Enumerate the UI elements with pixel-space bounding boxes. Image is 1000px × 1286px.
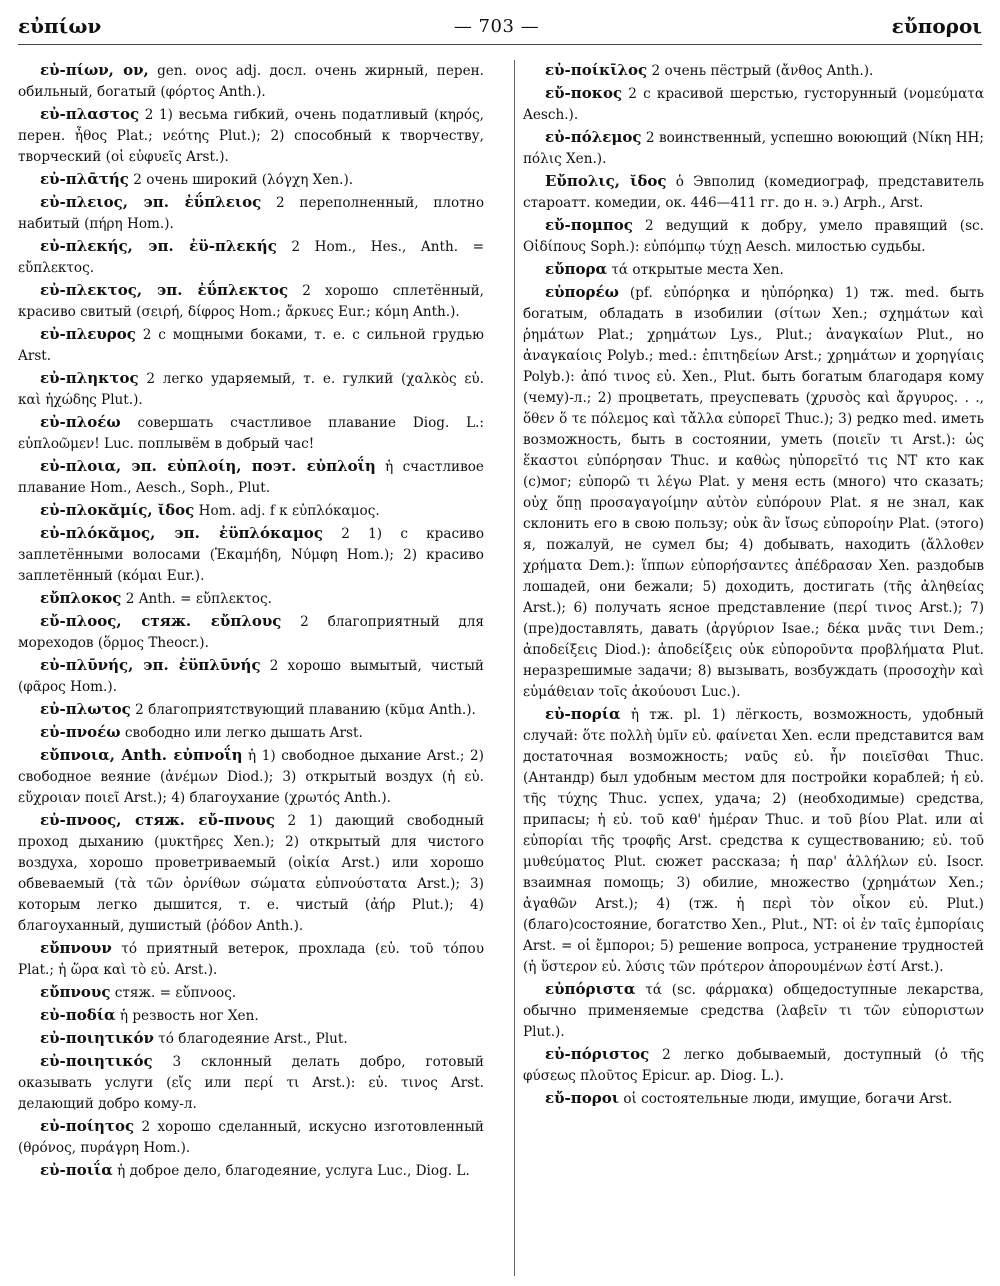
dictionary-entry (18, 1028, 484, 1050)
entry-headword: Εὔπολις, ῐδος (545, 172, 667, 190)
entry-headword: εὐ-πληκτος (40, 369, 139, 387)
entry-definition: 2 благоприятный для мореходов (ὅρμος Theocr.). (18, 614, 484, 651)
entry-headword: εὐ-ποιητικός (40, 1052, 153, 1070)
dictionary-entry (18, 722, 484, 744)
entry-headword: εὐ-ποιητικόν (40, 1029, 154, 1047)
entry-definition: τό приятный ветерок, прохлада (εὐ. τοῦ τόπου Plat.; ἡ ὥρα καὶ τὸ εὐ. Arst.). (18, 941, 484, 978)
dictionary-entry (18, 236, 484, 279)
dictionary-entry (18, 523, 484, 587)
entry-headword: εὐ-πλαστος (40, 105, 140, 123)
dictionary-entry (18, 169, 484, 191)
dictionary-entry (523, 83, 984, 126)
entry-definition: 2 ведущий к добру, умело правящий (sc. Οἰδίπους Soph.): εὐπόμπῳ τύχῃ Aesch. милостью судьбы. (523, 218, 984, 255)
dictionary-entry (18, 192, 484, 235)
entry-headword: εὐ-πλεκής, эп. ἐϋ-πλεκής (40, 237, 277, 255)
dictionary-entry (523, 704, 984, 978)
entry-definition: стяж. = εὔπνοος. (114, 985, 237, 1001)
entry-headword: εὐ-πλεκτος, эп. ἐΰπλεκτος (40, 281, 289, 299)
entry-definition: ἡ тж. pl. 1) лёгкость, возможность, удобный случай: ὅτε πολλὴ ὑμῖν εὐ. φαίνεται Xen. если представится вам достаточная возможность; ναῦς εὐ. ἦν ποιεῖσθαι Thuc. (Антандр) был удобным местом для постройки кораблей; ἡ εὐ. τῆς τύχης Thuc. успех, удача; 2) (необходимые) средства, припасы; ἡ εὐ. τοῦ καθ' ἡμέραν Thuc. и τοῦ βίου Plat. или αἱ εὐπορίαι τῆς τροφῆς Arst. средства к существованию; εὐ. τοῦ μυθεύματος Plut. сюжет рассказа; ἡ παρ' ἀλλήλων εὐ. Isocr. взаимная помощь; 3) обилие, множество (χρημάτων Xen.; ἀγαθῶν Arst.); 4) (тж. ἡ περὶ τὸν οἶκον εὐ. Plut.) (благо)состояние, богатство Xen., Plut., NT: οἱ ἐν ταῖς ἐμπορίαις Arst. = οἱ ἔμποροι; 5) решение вопроса, устранение трудностей (ἡ ὕστερον εὐ. λύσις τῶν πρότερον ἀπορουμένων ἐστί Arst.). (523, 707, 984, 975)
dictionary-entry (18, 412, 484, 455)
entry-definition: 3 склонный делать добро, готовый оказывать услуги (εἴς или περί τι Arst.): εὐ. τινος Arst. делающий добро кому-л. (18, 1054, 484, 1112)
entry-definition: свободно или легко дышать Arst. (124, 725, 363, 741)
dictionary-entry (523, 979, 984, 1043)
dictionary-entry (18, 456, 484, 499)
entry-definition: 2 хорошо вымытый, чистый (φᾶρος Hom.). (18, 658, 484, 695)
entry-definition: ἡ счастливое плавание Hom., Aesch., Soph., Plut. (18, 459, 484, 496)
entry-definition: 2 легко ударяемый, т. е. гулкий (χαλκὸς εὐ. καὶ ἠχώδης Plut.). (18, 371, 484, 408)
entry-headword: εὔπνους (40, 983, 111, 1001)
entry-definition: 2 благоприятствующий плаванию (κῦμα Anth.). (135, 702, 476, 718)
page-header (18, 8, 982, 45)
entry-headword: εὔ-πομπος (545, 216, 633, 234)
entry-headword: εὐ-πλᾱτής (40, 170, 129, 188)
entry-definition: 2 очень пёстрый (ἄνθος Anth.). (651, 63, 874, 79)
entry-headword: εὐ-ποιΐα (40, 1161, 113, 1179)
entry-definition: ἡ 1) свободное дыхание Arst.; 2) свободное веяние (ἀνέμων Diod.); 3) открытый воздух (ἡ εὐ. εὔχροιαν ποιεῖ Arst.); 4) благоухание (χρωτός Anth.). (18, 748, 484, 806)
entry-headword: εὐ-πορία (545, 705, 621, 723)
dictionary-entry (523, 1088, 984, 1110)
entry-headword: εὐ-πνοος, стяж. εὔ-πνους (40, 811, 275, 829)
entry-headword: εὐ-πόλεμος (545, 128, 642, 146)
entry-definition: 2 воинственный, успешно воюющий (Νίκη HH; πόλις Xen.). (523, 130, 984, 167)
page-number: — 703 — (453, 15, 540, 37)
dictionary-entry (18, 655, 484, 698)
dictionary-entry (523, 259, 984, 281)
entry-headword: εὐ-πλοκᾰμίς, ῐδος (40, 501, 195, 519)
dictionary-entry (523, 1044, 984, 1087)
entry-headword: εὐ-πλευρος (40, 325, 136, 343)
entry-definition: 2 с мощными боками, т. е. с сильной грудью Arst. (18, 327, 484, 364)
dictionary-entry (18, 938, 484, 981)
entry-definition: ἡ доброе дело, благодеяние, услуга Luc., Diog. L. (117, 1163, 470, 1179)
dictionary-entry (18, 60, 484, 103)
entry-headword: εὐ-πλοια, эп. εὐπλοίη, поэт. εὐπλοΐη (40, 457, 376, 475)
entry-headword: εὔ-ποκος (545, 84, 623, 102)
entry-definition: совершать счастливое плавание Diog. L.: εὐπλοῶμεν! Luc. поплывём в добрый час! (18, 415, 484, 452)
entry-headword: εὔ-πλοος, стяж. εὔπλους (40, 612, 282, 630)
entry-definition: 2 легко добываемый, доступный (ὁ τῆς φύσεως πλοῦτος Epicur. ap. Diog. L.). (523, 1047, 984, 1084)
entry-headword: εὔπνοια, Anth. εὐπνοΐη (40, 746, 243, 764)
dictionary-entry (18, 588, 484, 610)
entry-definition: ἡ резвость ног Xen. (119, 1008, 259, 1024)
dictionary-entry (18, 1051, 484, 1115)
entry-headword: εὐπορέω (545, 283, 619, 301)
entry-headword: εὐ-ποίκῑλος (545, 61, 648, 79)
entry-headword: εὐ-πόριστος (545, 1045, 650, 1063)
text-columns (18, 60, 984, 1276)
entry-headword: εὐ-πλειος, эп. ἐΰπλειος (40, 193, 262, 211)
entry-headword: εὐ-πίων, ον, (40, 61, 149, 79)
entry-definition: 2 1) с красиво заплетёнными волосами (Ἑκαμήδη, Νύμφη Hom.); 2) красиво заплетённый (κόμαι Eur.). (18, 526, 484, 584)
header-first-word: εὐπίων (18, 14, 102, 38)
entry-headword: εὔπορα (545, 260, 608, 278)
entry-headword: εὐ-ποδία (40, 1006, 116, 1024)
entry-headword: εὔπλοκος (40, 589, 122, 607)
dictionary-entry (18, 500, 484, 522)
entry-headword: εὐ-πλωτος (40, 700, 131, 718)
entry-definition: 2 хорошо сплетённый, красиво свитый (σειρή, δίφρος Hom.; ἄρκυες Eur.; κόμη Anth.). (18, 283, 484, 320)
entry-definition: οἱ состоятельные люди, имущие, богачи Arst. (623, 1091, 953, 1107)
dictionary-entry (18, 1116, 484, 1159)
entry-definition: (pf. εὐπόρηκα и ηὐπόρηκα) 1) тж. med. быть богатым, обладать в изобилии (σίτων Xen.; σχημάτων καὶ ῥημάτων Plat.; χρημάτων Lys., Plut.; ἀναγκαίων Plut., но ἀναγκαίοις Polyb.; med.: ἐπιτηδείων Arst.; χρημάτων и χορηγίαις Polyb.): ἀπό τινος εὐ. Xen., Plut. быть богатым благодаря кому (чему)-л.; 2) процветать, преуспевать (χρυσὸς καὶ ἄργυρος. . ., ὅθεν ὅ τε πόλεμος καὶ τἄλλα εὐπορεῖ Thuc.); 3) редко med. иметь возможность, быть в состоянии, уметь (ποιεῖν τι Arst.): ὡς ἕκαστοι εὐπόρησαν Thuc. и καθὼς ηὐπορεῖτό τις NT кто как (с)мог; εὐπορῶ τι λέγω Plat. у меня есть (много) что сказать; οὐχ ὅπῃ προσαγαγοίμην αὐτὸν εὐπόρουν Plat. я не знал, как склонить его в свою пользу; οὐκ ἂν ἴσως εὐποροίην Plat. (этого) я, пожалуй, не сумел бы; 4) добывать, находить (ἄλλοθεν χρήματα Dem.): ἵππων εὐπορήσαντες ἀπέδρασαν Xen. раздобыв лошадей, они бежали; 5) доходить, достигать (τῆς ἀληθείας Arst.); 6) получать ясное представление (περί τινος Arst.); 7) (пре)доставлять, давать (ἀργύριον Isae.; δέκα μνᾶς τινι Dem.; ἀποδείξεις Diod.): ἀποδείξεις οὐκ εὐποροῦντα προβλήματα Plut. неразрешимые задачи; 8) вызывать, возбуждать (προσοχὴν καὶ εὐμάθειαν τοῖς ἀκούουσι Luc.). (523, 285, 984, 700)
dictionary-entry (18, 745, 484, 809)
dictionary-entry (523, 171, 984, 214)
entry-headword: εὐ-πλοέω (40, 413, 121, 431)
entry-headword: εὐ-πνοέω (40, 723, 121, 741)
entry-definition: 2 1) весьма гибкий, очень податливый (κηρός, перен. ἦθος Plat.; νεότης Plut.); 2) способный к творчеству, творческий (οἱ εὐφυεῖς Arst.). (18, 107, 485, 165)
dictionary-entry (18, 611, 484, 654)
dictionary-entry (18, 1005, 484, 1027)
entry-headword: εὐ-πλόκᾰμος, эп. ἐϋπλόκαμος (40, 524, 323, 542)
entry-definition: 2 хорошо сделанный, искусно изготовленный (θρόνος, πυράγρη Hom.). (18, 1119, 484, 1156)
entry-definition: 2 Hom., Hes., Anth. = εὔπλεκτος. (18, 239, 484, 276)
dictionary-entry (18, 982, 484, 1004)
dictionary-entry (18, 810, 484, 937)
entry-headword: εὔ-ποροι (545, 1089, 619, 1107)
dictionary-entry (523, 60, 984, 82)
dictionary-entry (18, 324, 484, 367)
entry-headword: εὐ-πλῡνής, эп. ἐϋπλῡνής (40, 656, 261, 674)
entry-definition: 2 Anth. = εὔπλεκτος. (125, 591, 272, 607)
entry-definition: τό благодеяние Arst., Plut. (158, 1031, 348, 1047)
dictionary-entry (523, 215, 984, 258)
entry-headword: εὔπνουν (40, 939, 112, 957)
entry-headword: εὐ-ποίητος (40, 1117, 135, 1135)
dictionary-entry (18, 1160, 484, 1182)
header-last-word: εὔποροι (891, 14, 982, 38)
entry-definition: 2 переполненный, плотно набитый (πήρη Hom.). (18, 195, 484, 232)
entry-definition: ὁ Эвполид (комедиограф, представитель староатт. комедии, ок. 446—411 гг. до н. э.) Arph., Arst. (523, 174, 984, 211)
entry-definition: 2 1) дающий свободный проход дыханию (μυκτῆρες Xen.); 2) открытый для чистого воздуха, хорошо проветриваемый (οἰκία Arst.) или хорошо обвеваемый (τὰ τῶν ὀρνίθων σώματα εὐπνούστατα Arst.); 3) которым легко дышится, т. е. чистый (ἀήρ Plut.); 4) благоуханный, душистый (ῥόδον Anth.). (18, 813, 485, 934)
dictionary-entry (523, 127, 984, 170)
entry-definition: Hom. adj. f к εὐπλόκαμος. (198, 503, 380, 519)
left-column (18, 60, 488, 1276)
dictionary-entry (523, 282, 984, 703)
entry-definition: 2 с красивой шерстью, густорунный (νομεύματα Aesch.). (523, 86, 984, 123)
right-column (514, 60, 984, 1276)
entry-definition: τά (sc. φάρμακα) общедоступные лекарства, обычно применяемые средства (λαβεῖν τι τῶν εὐποριστων Plut.). (523, 982, 984, 1040)
entry-definition: τά открытые места Xen. (611, 262, 784, 278)
dictionary-entry (18, 280, 484, 323)
dictionary-entry (18, 699, 484, 721)
entry-definition: 2 очень широкий (λόγχη Xen.). (133, 172, 354, 188)
dictionary-entry (18, 104, 484, 168)
dictionary-entry (18, 368, 484, 411)
entry-headword: εὐπόριστα (545, 980, 636, 998)
entry-definition: gen. ονος adj. досл. очень жирный, перен. обильный, богатый (φόρτος Anth.). (18, 63, 484, 100)
